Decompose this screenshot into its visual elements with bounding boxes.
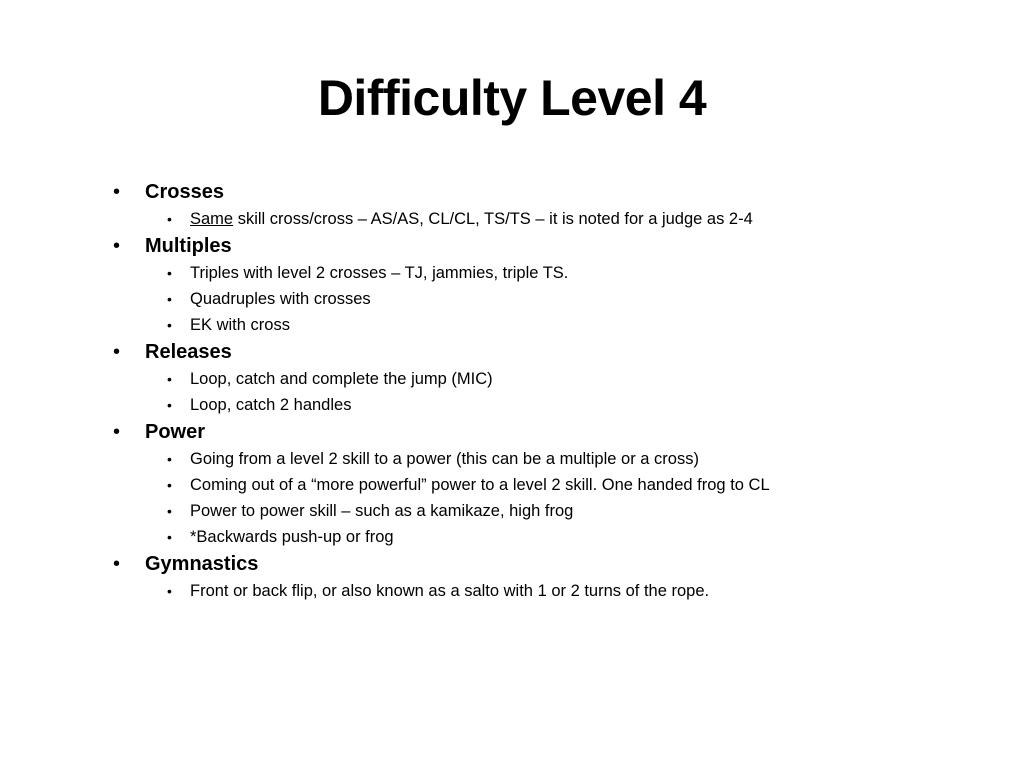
list-item-text: Front or back flip, or also known as a salto with 1 or 2 turns of the rope. <box>190 582 710 600</box>
bullet-list <box>110 178 970 604</box>
bullet-icon: • <box>167 583 172 599</box>
list-item-text: Going from a level 2 skill to a power (this can be a multiple or a cross) <box>190 450 699 468</box>
list-item-text: Loop, catch and complete the jump (MIC) <box>190 370 493 388</box>
bullet-icon: • <box>167 397 172 413</box>
section-heading-label: Releases <box>145 341 232 363</box>
bullet-icon: • <box>167 503 172 519</box>
section-heading-gymnastics <box>110 550 970 578</box>
section-heading-crosses <box>110 178 970 206</box>
slide-title: Difficulty Level 4 <box>317 70 707 126</box>
bullet-icon: • <box>113 181 121 203</box>
list-item <box>110 312 970 338</box>
list-item <box>110 392 970 418</box>
list-item <box>110 578 970 604</box>
list-item <box>110 524 970 550</box>
bullet-icon: • <box>167 451 172 467</box>
list-item-text: Quadruples with crosses <box>190 290 371 308</box>
bullet-icon: • <box>113 553 121 575</box>
list-item <box>110 446 970 472</box>
list-item <box>110 472 970 498</box>
bullet-icon: • <box>167 211 172 227</box>
section-heading-label: Crosses <box>145 181 224 203</box>
section-heading-label: Power <box>145 421 206 443</box>
list-item-text: *Backwards push-up or frog <box>190 528 394 546</box>
bullet-icon: • <box>113 341 121 363</box>
list-item <box>110 498 970 524</box>
list-item-text: Loop, catch 2 handles <box>190 396 352 414</box>
list-item <box>110 366 970 392</box>
bullet-icon: • <box>167 265 172 281</box>
underlined-word: Same <box>190 210 234 228</box>
bullet-icon: • <box>167 477 172 493</box>
section-heading-label: Multiples <box>145 235 232 257</box>
section-heading-power <box>110 418 970 446</box>
section-heading-releases <box>110 338 970 366</box>
list-item-text: Power to power skill – such as a kamikaze, high frog <box>190 502 574 520</box>
list-item-text: skill cross/cross – AS/AS, CL/CL, TS/TS – it is noted for a judge as 2-4 <box>233 210 753 228</box>
list-item-text: Triples with level 2 crosses – TJ, jammies, triple TS. <box>190 264 569 282</box>
section-heading-multiples <box>110 232 970 260</box>
section-heading-label: Gymnastics <box>145 553 259 575</box>
bullet-icon: • <box>167 291 172 307</box>
bullet-icon: • <box>167 317 172 333</box>
list-item-text: EK with cross <box>190 316 290 334</box>
bullet-icon: • <box>167 529 172 545</box>
bullet-icon: • <box>113 235 121 257</box>
list-item <box>110 286 970 312</box>
bullet-icon: • <box>167 371 172 387</box>
list-item <box>110 206 970 232</box>
bullet-icon: • <box>113 421 121 443</box>
list-item <box>110 260 970 286</box>
list-item-text: Coming out of a “more powerful” power to a level 2 skill. One handed frog to CL <box>190 476 770 494</box>
